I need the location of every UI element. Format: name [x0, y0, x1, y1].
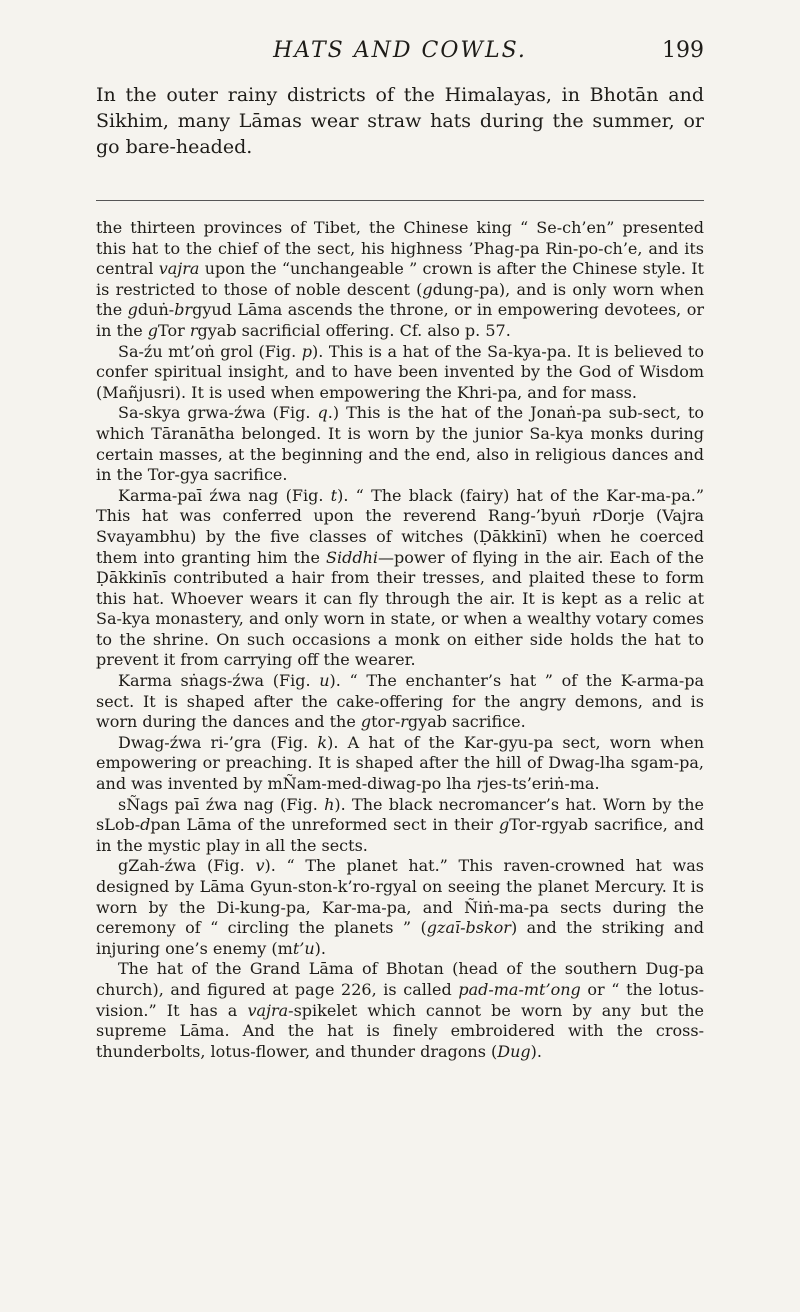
text-run: ) and the striking and injuring one’s enemy (m: [96, 918, 704, 958]
text-run: Tor-rgyab sacrifice, and in the mystic play in all the sects.: [96, 815, 705, 855]
italic-run: p: [301, 341, 313, 361]
italic-run: r: [592, 506, 600, 526]
italic-run: d: [140, 815, 151, 835]
paragraph-p1: [96, 218, 704, 342]
italic-run: Dug: [497, 1041, 531, 1061]
text-run: pan Lāma of the unreformed sect in their: [150, 815, 500, 835]
text-run: Dwag-źwa ri-’gra (Fig.: [118, 732, 318, 752]
italic-run: Siddhi: [326, 547, 379, 567]
running-title: HATS AND COWLS.: [273, 38, 527, 63]
italic-run: g: [147, 320, 159, 340]
italic-run: u: [319, 671, 330, 691]
italic-run: gzaī-bskor: [426, 918, 511, 938]
paragraph-p4: [96, 486, 704, 671]
text-run: jes-ts’eriṅ-ma.: [484, 774, 600, 794]
italic-run: g: [422, 279, 433, 299]
italic-run: h: [324, 794, 335, 814]
text-run: ). “ The planet hat.” This raven-crowned hat was designed by Lāma Gyun-ston-k’ro-rgyal on seeing the planet Mercury. It is worn by the Di-kung-pa, Kar-ma-pa, and Ñiṅ-ma-pa sects during the ceremony of “ circling the planets ” (: [96, 856, 705, 938]
text-run: Tor: [158, 320, 190, 340]
paragraph-p2: [96, 342, 704, 404]
italic-run: vajra: [158, 259, 200, 279]
italic-run: v: [255, 856, 265, 876]
italic-run: r: [400, 712, 408, 732]
italic-run: br: [174, 300, 193, 320]
paragraph-p3: [96, 403, 704, 485]
text-run: gyud Lāma ascends the throne, or in empowering devotees, or in the: [96, 300, 704, 340]
paragraph-p8: [96, 856, 704, 959]
paragraph-p9: [96, 959, 704, 1062]
text-run: Dorje (Vajra Svayambhu) by the five classes of witches (Ḍākkinī) when he coerced them into granting him the: [96, 506, 705, 567]
text-run: dung-pa), and is only worn when the: [96, 279, 705, 320]
text-run: ). “ The enchanter’s hat ” of the K-arma-pa sect. It is shaped after the cake-offering for the angry demons, and is worn during the dances and the: [96, 671, 705, 732]
text-run: duṅ-: [137, 300, 175, 320]
text-run: gyab sacrifice.: [407, 712, 526, 732]
text-run: Karma sṅags-źwa (Fig.: [118, 671, 320, 691]
text-run: the thirteen provinces of Tibet, the Chinese king “ Se-ch’en” presented this hat to the chief of the sect, his highness ’Phag-pa Rin-po-ch’e, and its central: [96, 218, 704, 279]
text-run: ).: [530, 1041, 542, 1061]
italic-run: q: [317, 403, 328, 423]
italic-run: pad-ma-mt’ong: [458, 979, 581, 999]
italic-run: vajra: [247, 1000, 289, 1020]
text-run: Sa-źu mt’oṅ grol (Fig.: [118, 341, 302, 361]
italic-run: k: [317, 732, 328, 752]
italic-run: t: [330, 485, 338, 505]
text-run: upon the “unchangeable ” crown is after the Chinese style. It is restricted to those of noble descent (: [96, 259, 704, 299]
italic-run: r: [189, 320, 198, 340]
text-run: ). A hat of the Kar-gyu-pa sect, worn when empowering or preaching. It is shaped after the hill of Dwag-lha sgam-pa, and was invented by mÑam-med-diwag-po lha: [96, 732, 705, 794]
text-run: gyab sacrificial offering. Cf. also p. 57.: [197, 320, 511, 340]
paragraph-p5: [96, 671, 704, 733]
text-run: Karma-paī źwa nag (Fig.: [118, 485, 331, 505]
text-run: ). This is a hat of the Sa-kya-pa. It is believed to confer spiritual insight, and to have been invented by the God of Wisdom (Mañjusri). It is used when empowering the Khri-pa, and for mass.: [96, 341, 704, 402]
paragraph-p7: [96, 795, 704, 857]
hat-descriptions: [96, 218, 704, 1062]
text-run: gZah-źwa (Fig.: [118, 856, 256, 876]
italic-run: g: [360, 712, 372, 732]
text-run: ).: [314, 938, 326, 958]
intro-text: [96, 82, 704, 160]
running-header: [96, 38, 704, 68]
text-run: The hat of the Grand Lāma of Bhotan (head of the southern Dug-pa church), and figured at page 226, is called: [96, 959, 704, 999]
italic-run: r: [476, 774, 485, 794]
text-run: ). The black necromancer’s hat. Worn by the sLob-: [96, 794, 704, 835]
section-divider: [96, 200, 704, 201]
text-run: or “ the lotus-vision.” It has a: [96, 979, 705, 1020]
page-number: 199: [662, 38, 704, 63]
text-run: sÑags paī źwa nag (Fig.: [118, 794, 325, 814]
italic-run: t’u: [292, 938, 315, 958]
paragraph-p6: [96, 733, 704, 795]
text-run: ). “ The black (fairy) hat of the Kar-ma-pa.” This hat was conferred upon the reverend Rang-’byuṅ: [96, 485, 704, 526]
italic-run: g: [499, 815, 510, 835]
text-run: .) This is the hat of the Jonaṅ-pa sub-sect, to which Tāranātha belonged. It is worn by the junior Sa-kya monks during certain masses, at the beginning and the end, also in religious dances and in the Tor-gya sacrifice.: [96, 403, 705, 485]
intro-paragraph: In the outer rainy districts of the Himalayas, in Bhotān and Sikhim, many Lāmas wear straw hats during the summer, or go bare-headed.: [96, 84, 704, 158]
italic-run: g: [127, 300, 138, 320]
text-run: tor-: [371, 712, 401, 732]
text-run: -spikelet which cannot be worn by any but the supreme Lāma. And the hat is finely embroidered with the cross-thunderbolts, lotus-flower, and thunder dragons (: [96, 1000, 705, 1061]
text-run: —power of flying in the air. Each of the Ḍākkinīs contributed a hair from their tresses, and plaited these to form this hat. Whoever wears it can fly through the air. It is kept as a relic at Sa-kya monastery, and only worn in state, or when a wealthy votary comes to the shrine. On such occasions a monk on either side holds the hat to prevent it from carrying off the wearer.: [96, 547, 704, 670]
text-run: Sa-skya grwa-źwa (Fig.: [118, 403, 318, 423]
